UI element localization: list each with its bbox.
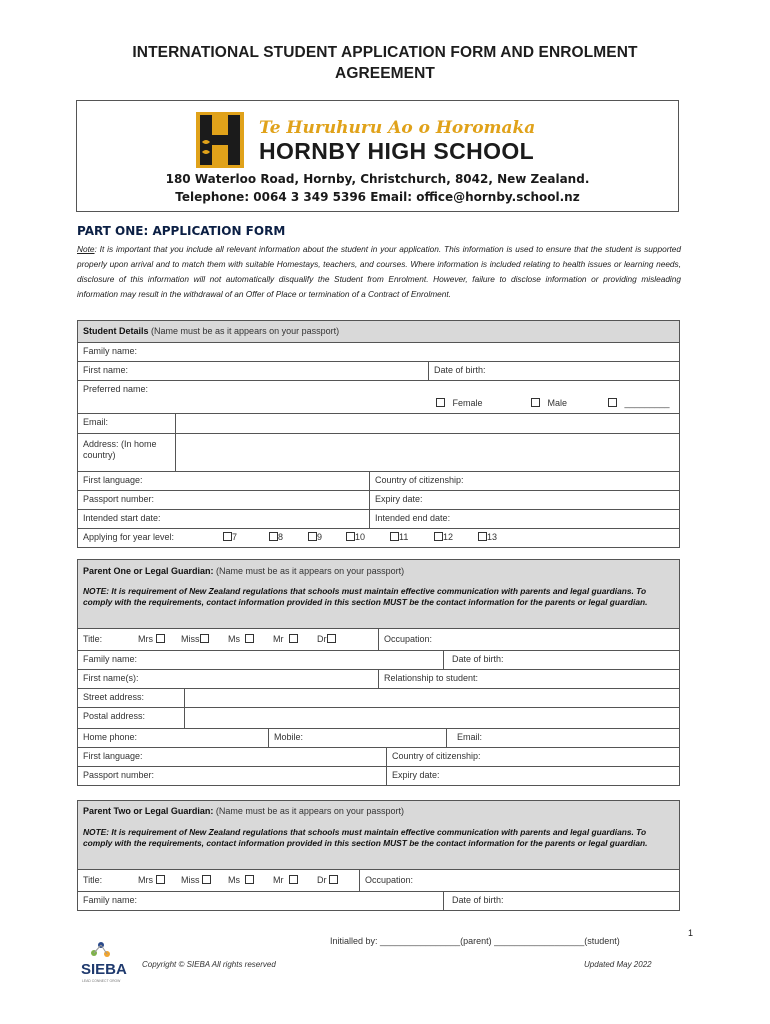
year-11-checkbox[interactable] — [390, 532, 399, 541]
start-date-label: Intended start date: — [83, 513, 161, 523]
parent-one-passport-row[interactable] — [78, 766, 679, 785]
mobile-label: Mobile: — [268, 729, 446, 747]
title-label: Title: — [83, 634, 103, 644]
expiry-label: Expiry date: — [386, 767, 679, 785]
school-name: HORNBY HIGH SCHOOL — [259, 138, 535, 164]
sieba-logo-icon — [80, 941, 130, 986]
year-12-option[interactable]: 12 — [429, 529, 458, 547]
postal-address-field[interactable] — [184, 708, 679, 728]
parent-one-family-row[interactable] — [78, 650, 679, 669]
title-miss-option[interactable]: Miss — [176, 870, 216, 891]
occupation-label[interactable]: Occupation: — [359, 870, 679, 891]
parent-one-street-row[interactable] — [78, 688, 679, 707]
part-one-note — [77, 242, 681, 302]
gender-male-option[interactable]: Male — [526, 395, 572, 411]
student-details-header: Student Details (Name must be as it appears on your passport) — [78, 321, 679, 342]
title-ms-option[interactable]: Ms — [223, 629, 259, 650]
passport-label: Passport number: — [83, 770, 155, 780]
other-gender-checkbox[interactable] — [608, 398, 617, 407]
student-address-row[interactable] — [78, 433, 679, 471]
title-dr-option[interactable]: Dr — [312, 870, 343, 891]
student-email-row[interactable] — [78, 413, 679, 433]
ms-checkbox[interactable] — [245, 875, 254, 884]
postal-address-label: Postal address: — [83, 711, 146, 721]
year-9-option[interactable]: 9 — [303, 529, 327, 547]
street-address-label: Street address: — [83, 692, 145, 702]
form-title-line1: INTERNATIONAL STUDENT APPLICATION FORM AND ENROLMENT — [132, 44, 638, 61]
parent-one-first-name-row[interactable] — [78, 669, 679, 688]
parent-two-table — [77, 800, 680, 911]
student-first-name-row[interactable] — [78, 361, 679, 380]
year-11-option[interactable]: 11 — [385, 529, 413, 547]
title-mr-option[interactable]: Mr — [268, 629, 303, 650]
parent-two-header: Parent Two or Legal Guardian: (Name must be as it appears on your passport) NOTE: It is requirement of New Zealand regulations that schools must maintain effective communication with parents and legal guardians. To comply with the requirements, contact information provided in this section MUST be the contact information for the parents or legal guardian. — [78, 801, 679, 869]
address-label: Address: (In home country) — [83, 439, 157, 460]
title-mr-option[interactable]: Mr — [268, 870, 303, 891]
family-name-label: Family name: — [83, 346, 138, 356]
dob-label: Date of birth: — [428, 362, 679, 380]
mr-checkbox[interactable] — [289, 634, 298, 643]
first-language-label: First language: — [83, 751, 143, 761]
page-number: 1 — [688, 928, 694, 938]
family-name-label: Family name: — [83, 654, 138, 664]
parent-one-note: NOTE: It is requirement of New Zealand regulations that schools must maintain effective communication with parents and legal guardians. To comply with the requirements, contact information provided in this section MUST be the contact information for the parents or legal guardian. — [83, 586, 648, 607]
student-family-name-row[interactable] — [78, 342, 679, 361]
first-language-label: First language: — [83, 475, 143, 485]
parent-two-note: NOTE: It is requirement of New Zealand regulations that schools must maintain effective communication with parents and legal guardians. To comply with the requirements, contact information provided in this section MUST be the contact information for the parents or legal guardian. — [83, 827, 648, 848]
school-address: 180 Waterloo Road, Hornby, Christchurch, 8042, New Zealand. — [165, 172, 590, 186]
title-mrs-option[interactable]: Mrs — [133, 629, 170, 650]
title-label: Title: — [83, 875, 103, 885]
sieba-wordmark: SIEBA — [81, 961, 127, 978]
school-maori-name: Te Huruhuru Ao o Horomaka — [259, 118, 536, 138]
mrs-checkbox[interactable] — [156, 875, 165, 884]
year-13-option[interactable]: 13 — [473, 529, 502, 547]
form-title-line2: AGREEMENT — [335, 65, 435, 82]
parent-one-table — [77, 559, 680, 786]
school-crest-icon — [196, 112, 244, 168]
email-label: Email: — [446, 729, 679, 747]
relationship-label: Relationship to student: — [378, 670, 679, 688]
title-ms-option[interactable]: Ms — [223, 870, 259, 891]
email-field[interactable] — [175, 414, 679, 433]
title-mrs-option[interactable]: Mrs — [133, 870, 170, 891]
mr-checkbox[interactable] — [289, 875, 298, 884]
note-label: Note — [77, 244, 95, 254]
citizenship-label: Country of citizenship: — [386, 748, 679, 766]
note-text: : It is important that you include all relevant information about the student in your application. This information is used to ensure that the student is supported properly upon arrival and to match them with suitable Homestays, teachers, and courses. Where information is included relating to health issues or learning needs, disclosure of this information will not automatically disqualify the Student from Enrolment. However, failure to disclose information or providing misleading information may result in the withdrawal of an Offer of Place or termination of a Contract of Enrolment. — [77, 244, 681, 299]
year-7-option[interactable]: 7 — [218, 529, 242, 547]
year-10-checkbox[interactable] — [346, 532, 355, 541]
year-9-checkbox[interactable] — [308, 532, 317, 541]
dr-checkbox[interactable] — [329, 875, 338, 884]
year-10-option[interactable]: 10 — [341, 529, 370, 547]
year-level-label: Applying for year level: — [83, 532, 175, 542]
female-checkbox[interactable] — [436, 398, 445, 407]
male-checkbox[interactable] — [531, 398, 540, 407]
student-language-row[interactable] — [78, 471, 679, 490]
dob-label: Date of birth: — [443, 651, 679, 669]
parent-one-phone-row[interactable] — [78, 728, 679, 747]
home-phone-label: Home phone: — [83, 732, 138, 742]
copyright-text: Copyright © SIEBA All rights reserved — [142, 960, 276, 969]
end-date-label: Intended end date: — [369, 510, 679, 528]
student-details-table — [77, 320, 680, 548]
student-dates-row[interactable] — [78, 509, 679, 528]
miss-checkbox[interactable] — [202, 875, 211, 884]
initialled-by-line: Initialled by: ________________(parent) __________________(student) — [330, 936, 620, 946]
address-field[interactable] — [175, 434, 679, 471]
title-miss-option[interactable]: Miss — [176, 629, 214, 650]
miss-checkbox[interactable] — [200, 634, 209, 643]
occupation-label[interactable]: Occupation: — [378, 629, 679, 650]
citizenship-label: Country of citizenship: — [369, 472, 679, 490]
parent-one-header: Parent One or Legal Guardian: (Name must be as it appears on your passport) NOTE: It is requirement of New Zealand regulations that schools must maintain effective communication with parents and legal guardians. To comply with the requirements, contact information provided in this section MUST be the contact information for the parents or legal guardian. — [78, 560, 679, 628]
year-13-checkbox[interactable] — [478, 532, 487, 541]
gender-female-option[interactable]: Female — [431, 395, 488, 411]
street-address-field[interactable] — [184, 689, 679, 707]
ms-checkbox[interactable] — [245, 634, 254, 643]
preferred-name-label: Preferred name: — [83, 384, 149, 394]
parent-one-postal-row[interactable] — [78, 707, 679, 728]
student-preferred-name-row[interactable] — [78, 380, 679, 413]
gender-other-option[interactable]: _________ — [603, 395, 675, 411]
passport-label: Passport number: — [83, 494, 155, 504]
expiry-label: Expiry date: — [369, 491, 679, 509]
family-name-label: Family name: — [83, 895, 138, 905]
part-one-heading: PART ONE: APPLICATION FORM — [77, 224, 286, 238]
parent-two-title-row — [78, 869, 679, 891]
student-passport-row[interactable] — [78, 490, 679, 509]
year-12-checkbox[interactable] — [434, 532, 443, 541]
first-names-label: First name(s): — [83, 673, 139, 683]
email-label: Email: — [83, 417, 109, 427]
parent-one-title-row — [78, 628, 679, 650]
year-8-checkbox[interactable] — [269, 532, 278, 541]
parent-two-family-row[interactable] — [78, 891, 679, 910]
mrs-checkbox[interactable] — [156, 634, 165, 643]
parent-one-language-row[interactable] — [78, 747, 679, 766]
student-year-level-row — [78, 528, 679, 547]
dr-checkbox[interactable] — [327, 634, 336, 643]
school-contact: Telephone: 0064 3 349 5396 Email: office@hornby.school.nz — [175, 190, 580, 204]
dob-label: Date of birth: — [443, 892, 679, 910]
year-7-checkbox[interactable] — [223, 532, 232, 541]
title-dr-option[interactable]: Dr — [312, 629, 341, 650]
year-8-option[interactable]: 8 — [264, 529, 288, 547]
updated-date: Updated May 2022 — [584, 960, 652, 969]
sieba-tagline: LEAD CONNECT GROW — [82, 979, 121, 983]
first-name-label: First name: — [83, 365, 129, 375]
